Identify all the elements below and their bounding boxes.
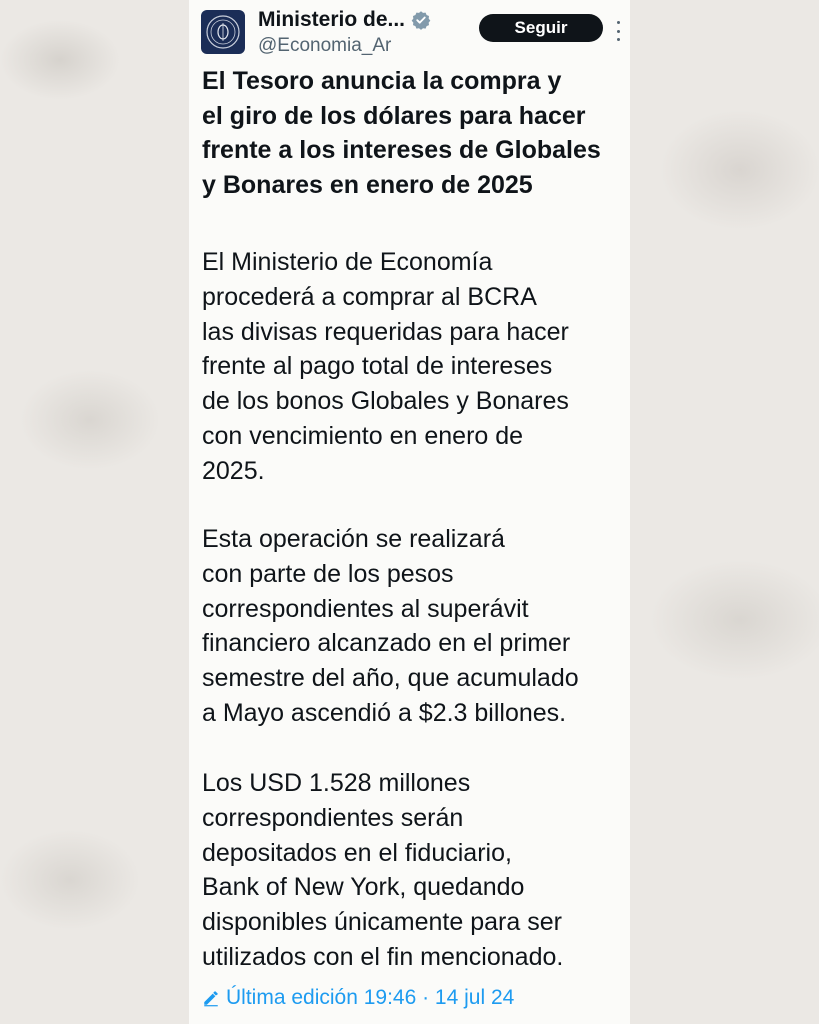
- title-line: el giro de los dólares para hacer: [202, 101, 586, 130]
- post-paragraph-3: [202, 766, 627, 975]
- seal-icon: [205, 14, 241, 50]
- dot: [617, 30, 620, 33]
- paragraph-line: procederá a comprar al BCRA: [202, 282, 537, 311]
- paragraph-line: las divisas requeridas para hacer: [202, 317, 569, 346]
- account-name[interactable]: Ministerio de...: [258, 8, 406, 31]
- title-line: El Tesoro anuncia la compra y: [202, 67, 562, 95]
- paragraph-line: El Ministerio de Economía: [202, 248, 493, 276]
- follow-button[interactable]: Seguir: [479, 14, 603, 42]
- paragraph-line: frente al pago total de intereses: [202, 352, 553, 381]
- paragraph-line: semestre del año, que acumulado: [202, 664, 579, 693]
- paragraph-line: Esta operación se realizará: [202, 525, 505, 553]
- paragraph-line: utilizados con el fin mencionado.: [202, 942, 564, 971]
- paragraph-line: a Mayo ascendió a $2.3 billones.: [202, 698, 567, 727]
- name-row: [258, 8, 431, 32]
- avatar[interactable]: [201, 10, 245, 54]
- paragraph-line: Bank of New York, quedando: [202, 873, 525, 902]
- post-paragraph-2: [202, 522, 627, 731]
- post-card: [189, 0, 630, 1024]
- dot: [617, 21, 620, 24]
- post-title: [202, 64, 622, 202]
- paragraph-line: Los USD 1.528 millones: [202, 769, 471, 797]
- pencil-icon: [202, 989, 220, 1007]
- edit-history-link[interactable]: [202, 986, 514, 1010]
- verified-badge-icon: [411, 10, 431, 30]
- paragraph-line: depositados en el fiduciario,: [202, 838, 512, 867]
- account-handle[interactable]: @Economia_Ar: [258, 35, 392, 56]
- paragraph-line: con vencimiento en enero de: [202, 421, 524, 450]
- title-line: y Bonares en enero de 2025: [202, 170, 533, 199]
- title-line: frente a los intereses de Globales: [202, 136, 601, 164]
- paragraph-line: con parte de los pesos: [202, 559, 454, 588]
- paragraph-line: financiero alcanzado en el primer: [202, 629, 571, 658]
- paragraph-line: correspondientes al superávit: [202, 594, 529, 623]
- more-options-icon[interactable]: [613, 21, 623, 41]
- paragraph-line: de los bonos Globales y Bonares: [202, 387, 569, 416]
- paragraph-line: disponibles únicamente para ser: [202, 908, 562, 937]
- dot: [617, 38, 620, 41]
- paragraph-line: correspondientes serán: [202, 803, 464, 832]
- paragraph-line: 2025.: [202, 456, 265, 485]
- post-header: [201, 8, 621, 58]
- edited-timestamp[interactable]: Última edición 19:46 · 14 jul 24: [226, 986, 515, 1009]
- post-paragraph-1: [202, 245, 627, 489]
